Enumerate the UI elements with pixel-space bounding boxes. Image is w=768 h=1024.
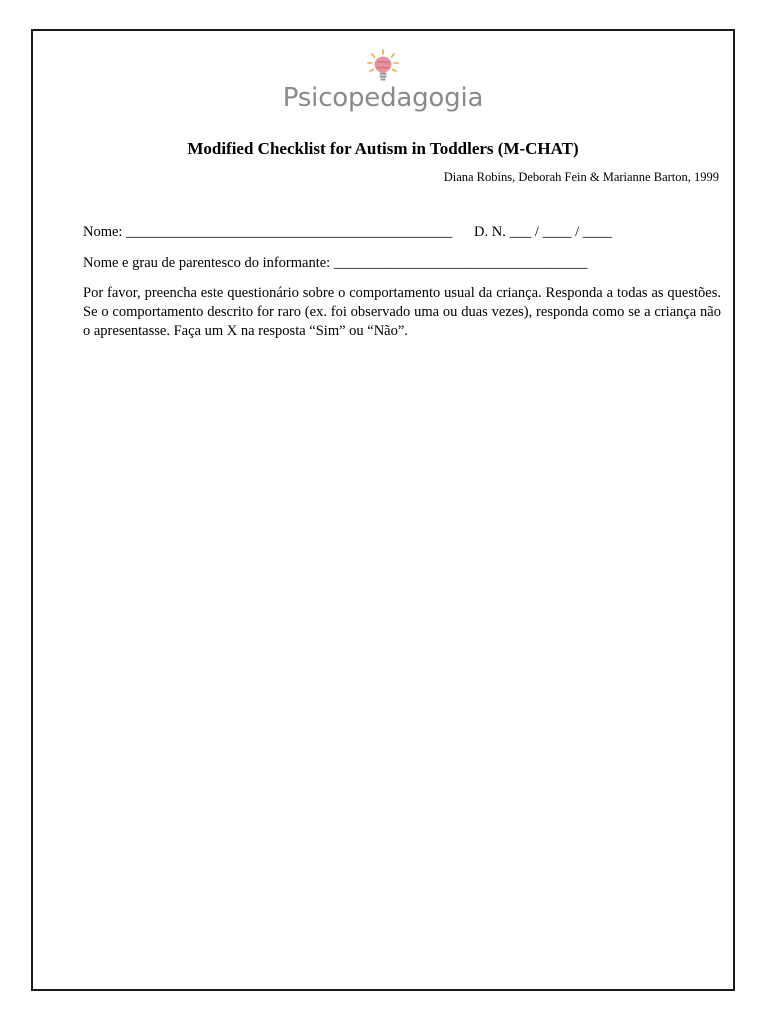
logo-text: Psicopedagogia <box>282 83 484 113</box>
instructions-paragraph: Por favor, preencha este questionário sobre o comportamento usual da criança. Responda a todas as questões. Se o comportamento descrito for raro (ex. foi observado uma ou duas vezes), responda como se a criança não o apresentasse. Faça um X na resposta “Sim” ou “Não”. <box>83 285 721 339</box>
brand-logo <box>33 49 733 113</box>
document-page <box>31 29 735 991</box>
date-of-birth-field: D. N. ___ / ____ / ____ <box>474 224 612 240</box>
document-authors: Diana Robins, Deborah Fein & Marianne Barton, 1999 <box>443 170 719 184</box>
nome-field: Nome: _____________________________________________ <box>83 224 453 240</box>
lightbulb-brain-icon <box>363 49 403 85</box>
document-title: Modified Checklist for Autism in Toddlers (M-CHAT) <box>187 139 579 158</box>
informant-field: Nome e grau de parentesco do informante: ___________________________________ <box>83 255 588 271</box>
